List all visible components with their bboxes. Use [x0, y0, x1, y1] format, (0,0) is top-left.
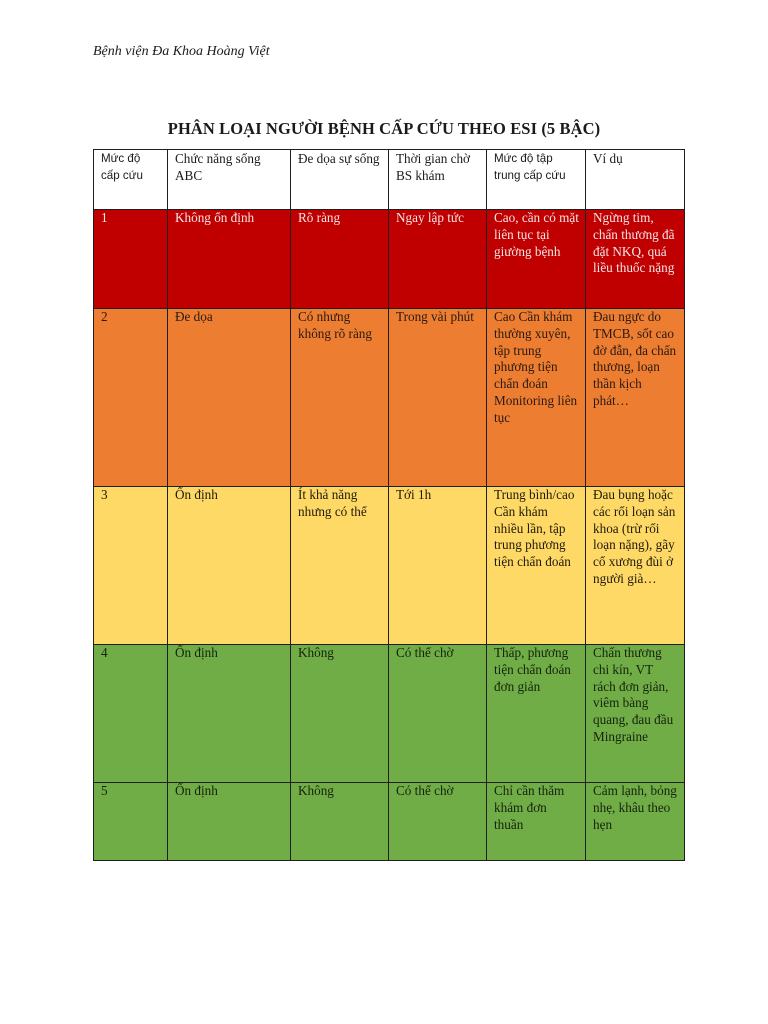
table-row — [94, 645, 685, 783]
header-cell-threat: Đe dọa sự sống — [291, 150, 389, 210]
cell-threat: Không — [291, 645, 389, 783]
cell-wait: Tới 1h — [389, 487, 487, 645]
table-row — [94, 487, 685, 645]
cell-focus: Thấp, phương tiện chẩn đoán đơn giản — [487, 645, 586, 783]
header-cell-wait: Thời gian chờ BS khám — [389, 150, 487, 210]
hospital-name: Bệnh viện Đa Khoa Hoàng Việt — [93, 44, 270, 59]
table-row — [94, 210, 685, 309]
cell-level: 1 — [94, 210, 168, 309]
cell-abc: Đe dọa — [168, 309, 291, 487]
cell-threat: Có nhưng không rõ ràng — [291, 309, 389, 487]
cell-level: 5 — [94, 783, 168, 861]
cell-focus: Cao Cần khám thường xuyên, tập trung phương tiện chẩn đoán Monitoring liên tục — [487, 309, 586, 487]
page-title: PHÂN LOẠI NGƯỜI BỆNH CẤP CỨU THEO ESI (5 BẬC) — [167, 119, 601, 138]
header-cell-level: Mức độ cấp cứu — [94, 150, 168, 210]
table-row — [94, 309, 685, 487]
cell-threat: Rõ ràng — [291, 210, 389, 309]
cell-threat: Ít khả năng nhưng có thể — [291, 487, 389, 645]
cell-abc: Ổn định — [168, 645, 291, 783]
cell-wait: Có thể chờ — [389, 783, 487, 861]
cell-abc: Ổn định — [168, 783, 291, 861]
cell-wait: Trong vài phút — [389, 309, 487, 487]
cell-level: 3 — [94, 487, 168, 645]
table-header-row — [94, 150, 685, 210]
cell-example: Cảm lạnh, bỏng nhẹ, khâu theo hẹn — [586, 783, 685, 861]
cell-level: 4 — [94, 645, 168, 783]
cell-abc: Ổn định — [168, 487, 291, 645]
cell-example: Ngừng tim, chấn thương đã đặt NKQ, quá liều thuốc nặng — [586, 210, 685, 309]
header-cell-abc: Chức năng sống ABC — [168, 150, 291, 210]
cell-level: 2 — [94, 309, 168, 487]
header-cell-focus: Mức độ tập trung cấp cứu — [487, 150, 586, 210]
cell-wait: Có thể chờ — [389, 645, 487, 783]
cell-focus: Trung bình/cao Cần khám nhiều lần, tập trung phương tiện chẩn đoán — [487, 487, 586, 645]
cell-example: Đau bụng hoặc các rối loạn sản khoa (trừ rối loạn nặng), gãy cổ xương đùi ở người già… — [586, 487, 685, 645]
cell-example: Chấn thương chi kín, VT rách đơn giản, viêm bàng quang, đau đầu Mingraine — [586, 645, 685, 783]
table-row — [94, 783, 685, 861]
cell-threat: Không — [291, 783, 389, 861]
esi-triage-table — [93, 149, 685, 861]
cell-wait: Ngay lập tức — [389, 210, 487, 309]
cell-abc: Không ổn định — [168, 210, 291, 309]
cell-focus: Cao, cần có mặt liên tục tại giường bệnh — [487, 210, 586, 309]
cell-focus: Chỉ cần thăm khám đơn thuần — [487, 783, 586, 861]
cell-example: Đau ngực do TMCB, sốt cao đờ đẫn, đa chấn thương, loạn thần kịch phát… — [586, 309, 685, 487]
header-cell-example: Ví dụ — [586, 150, 685, 210]
